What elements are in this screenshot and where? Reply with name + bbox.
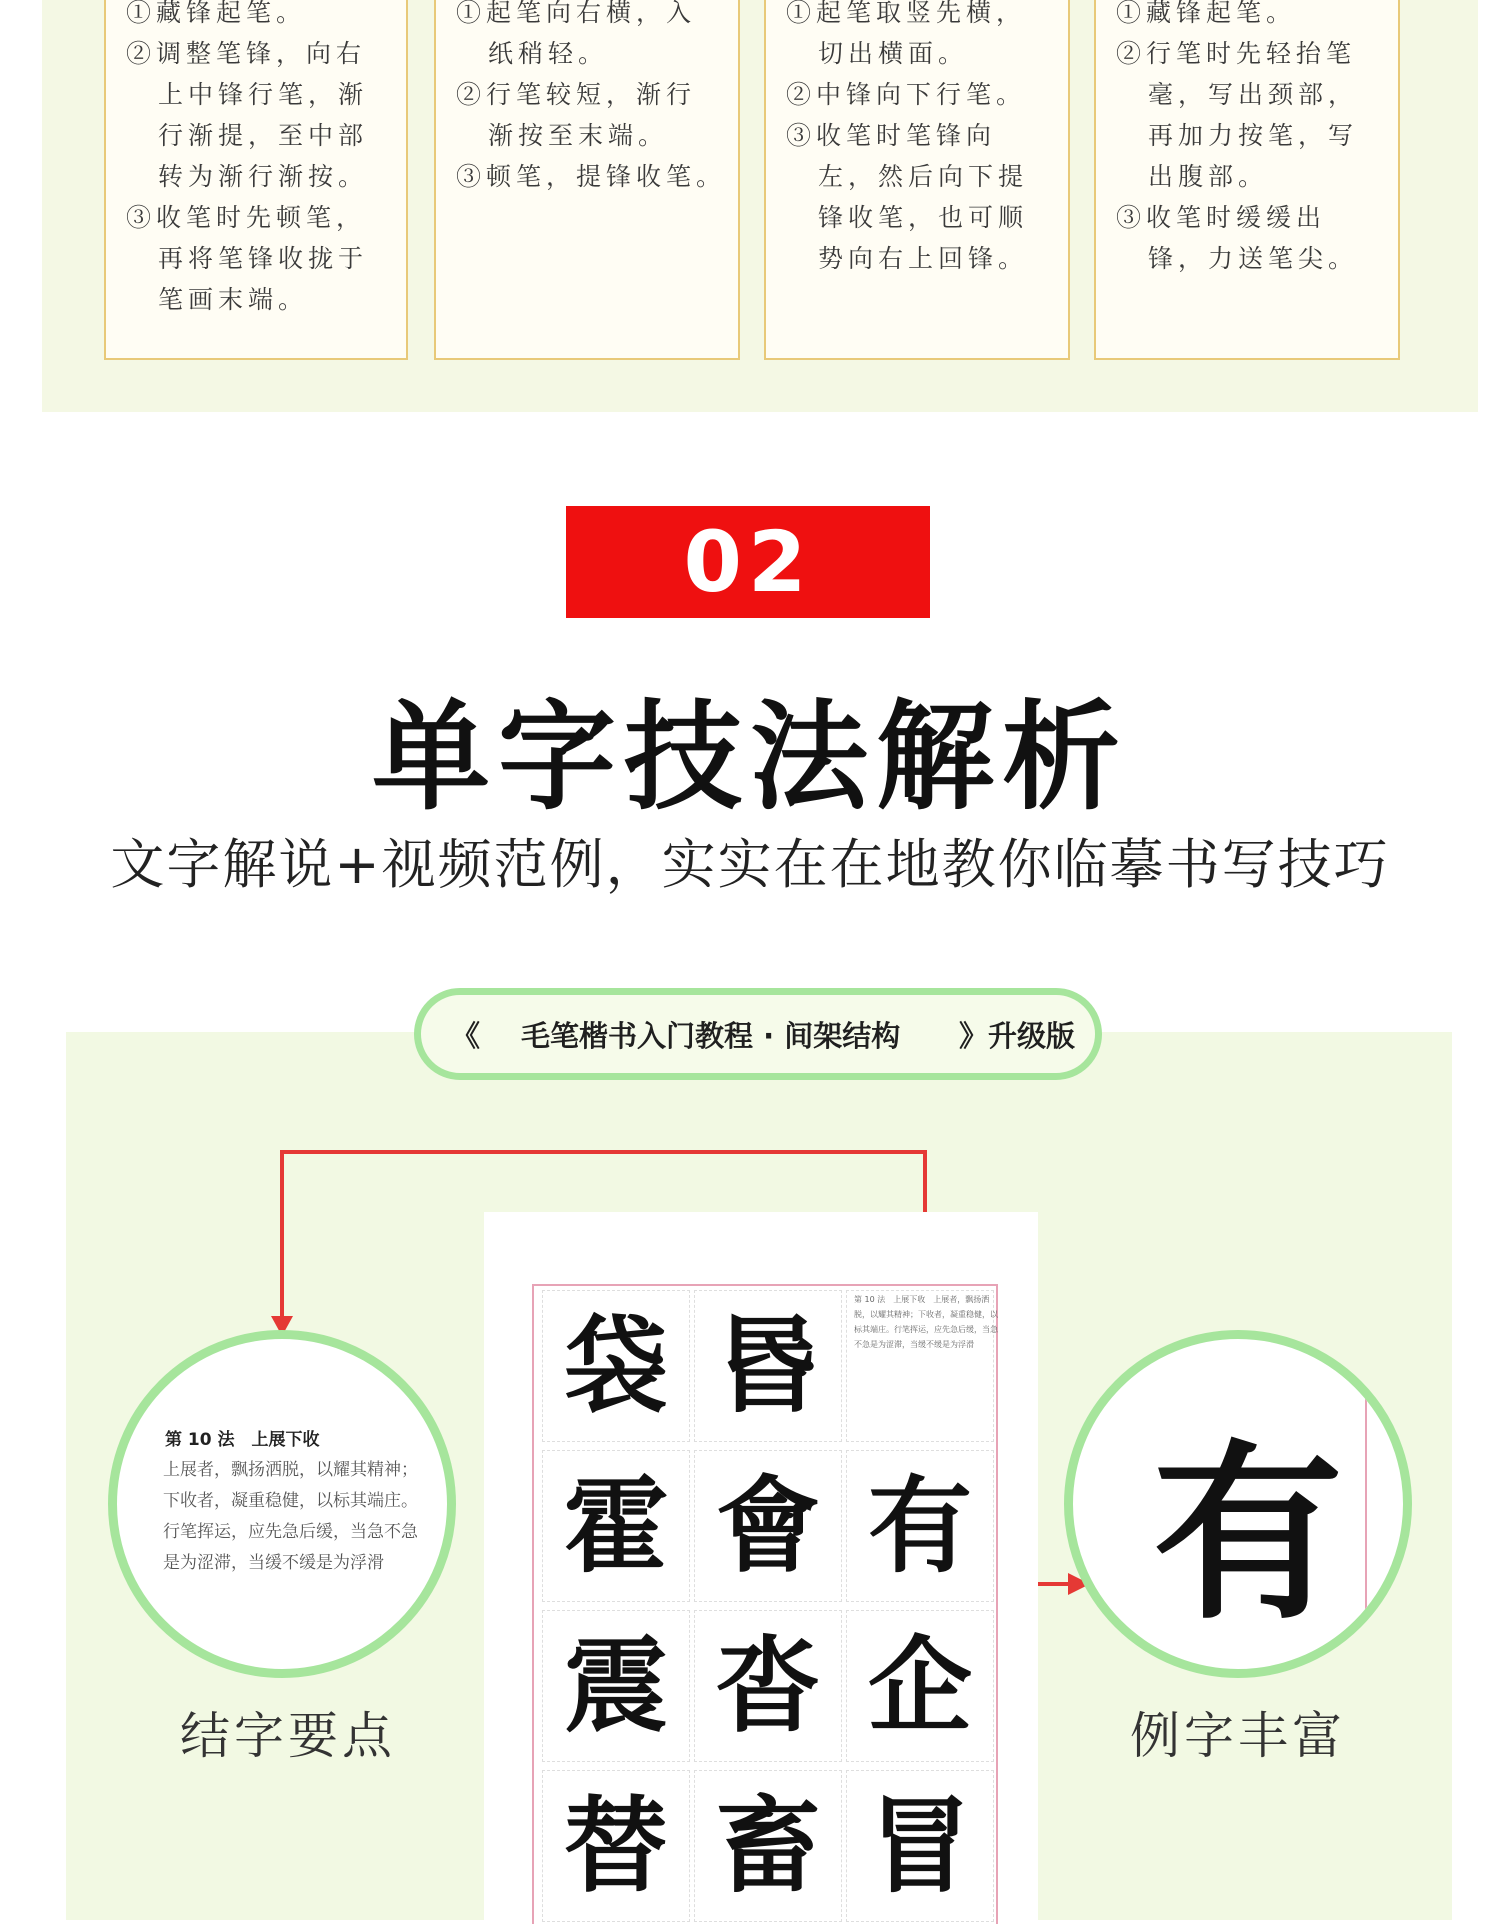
example-zoom-circle bbox=[1064, 1330, 1412, 1678]
section-subtitle: 文字解说+视频范例，实实在在地教你临摹书写技巧 bbox=[110, 833, 1390, 896]
grid-character: 畜 bbox=[715, 1784, 820, 1907]
grid-character: 沓 bbox=[715, 1624, 820, 1747]
instruction-line: 再加力按笔，写 bbox=[1148, 121, 1359, 150]
grid-cell bbox=[846, 1770, 994, 1922]
grid-character: 有 bbox=[867, 1464, 972, 1587]
instruction-line: 上中锋行笔，渐 bbox=[158, 80, 369, 109]
instruction-line: 势向右上回锋。 bbox=[818, 244, 1029, 273]
instruction-line: 转为渐行渐按。 bbox=[158, 162, 369, 191]
section-title: 单字技法解析 bbox=[371, 688, 1128, 826]
method-heading: 第 10 法 上展下收 bbox=[165, 1430, 320, 1450]
instruction-line: ①藏锋起笔。 bbox=[1116, 0, 1297, 27]
grid-character: 袋 bbox=[563, 1304, 668, 1427]
book-close-mark: 》升级版 bbox=[959, 1018, 1076, 1053]
instruction-line: ②行笔时先轻抬笔 bbox=[1116, 39, 1357, 68]
grid-character: 冒 bbox=[867, 1784, 972, 1907]
book-title: 毛笔楷书入门教程 · 间架结构 bbox=[521, 1018, 901, 1053]
instruction-line: ③收笔时缓缓出 bbox=[1116, 203, 1327, 232]
grid-cell bbox=[542, 1610, 690, 1762]
instruction-line: 毫，写出颈部， bbox=[1148, 80, 1359, 109]
grid-cell bbox=[846, 1610, 994, 1762]
instruction-line: ①起笔向右横，入 bbox=[456, 0, 697, 27]
instruction-line: 再将笔锋收拢于 bbox=[158, 244, 369, 273]
grid-cell bbox=[542, 1290, 690, 1442]
instruction-line: 锋，力送笔尖。 bbox=[1148, 244, 1359, 273]
section-number: 02 bbox=[683, 513, 813, 611]
grid-cell bbox=[846, 1450, 994, 1602]
instruction-line: 笔画末端。 bbox=[158, 285, 309, 314]
instruction-line: 切出横面。 bbox=[818, 39, 969, 68]
grid-character: 會 bbox=[715, 1464, 820, 1587]
instruction-line: 行渐提，至中部 bbox=[158, 121, 369, 150]
instruction-line: 渐按至末端。 bbox=[488, 121, 669, 150]
grid-cell bbox=[542, 1450, 690, 1602]
instruction-line: ③收笔时笔锋向 bbox=[786, 121, 997, 150]
grid-cell bbox=[694, 1290, 842, 1442]
grid-character: 昬 bbox=[715, 1304, 820, 1427]
grid-cell bbox=[694, 1450, 842, 1602]
book-page-preview bbox=[484, 1212, 1038, 1920]
grid-character: 企 bbox=[867, 1624, 972, 1747]
example-cell bbox=[1123, 1387, 1367, 1645]
instruction-line: 锋收笔，也可顺 bbox=[818, 203, 1029, 232]
character-grid bbox=[532, 1284, 998, 1924]
grid-character: 替 bbox=[563, 1784, 668, 1907]
instruction-line: 纸稍轻。 bbox=[488, 39, 609, 68]
method-zoom-circle bbox=[108, 1330, 456, 1678]
grid-cell bbox=[694, 1610, 842, 1762]
grid-cell bbox=[542, 1770, 690, 1922]
book-open-mark: 《 bbox=[451, 1018, 481, 1053]
instruction-line: ②行笔较短，渐行 bbox=[456, 80, 697, 109]
instruction-line: 出腹部。 bbox=[1148, 162, 1269, 191]
instruction-line: ②中锋向下行笔。 bbox=[786, 80, 1027, 109]
instruction-line: ③收笔时先顿笔， bbox=[126, 203, 367, 232]
instruction-line: ②调整笔锋，向右 bbox=[126, 39, 367, 68]
example-character: 有 bbox=[1152, 1422, 1343, 1645]
instruction-line: ①起笔取竖先横， bbox=[786, 0, 1027, 27]
method-body: 上展者，飘扬洒脱，以耀其精神；下收者，凝重稳健，以标其端庄。行笔挥运，应先急后缓，当急不急是为涩滞，当缓不缓是为浮滑 bbox=[163, 1460, 418, 1573]
grid-character: 霍 bbox=[563, 1464, 668, 1587]
right-caption: 例字丰富 bbox=[1130, 1707, 1346, 1765]
page-method-note: 第 10 法 上展下收 上展者，飘扬洒脱，以耀其精神；下收者，凝重稳健，以标其端庄。行笔挥运，应先急后缓，当急不急是为涩滞，当缓不缓是为浮滑 bbox=[854, 1295, 998, 1349]
instruction-line: 左，然后向下提 bbox=[818, 162, 1029, 191]
grid-cell bbox=[694, 1770, 842, 1922]
left-caption: 结字要点 bbox=[180, 1707, 396, 1765]
instruction-line: ①藏锋起笔。 bbox=[126, 0, 307, 27]
instruction-line: ③顿笔，提锋收笔。 bbox=[456, 162, 727, 191]
grid-character: 震 bbox=[563, 1624, 668, 1747]
